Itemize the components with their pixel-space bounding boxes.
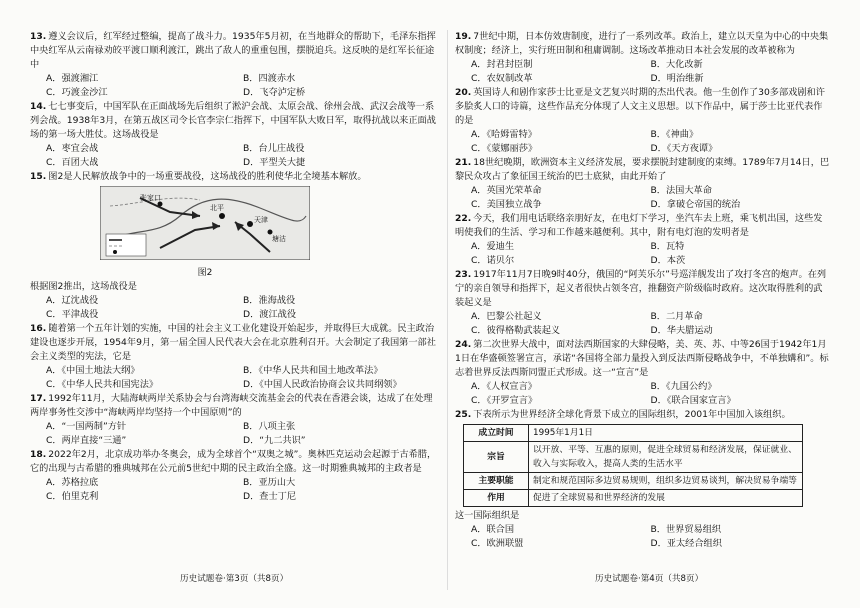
option-b: B．法国大革命 (650, 185, 712, 196)
option-a: A．爱迪生 (471, 241, 515, 252)
question-25 (455, 408, 830, 422)
option-c: C．百团大战 (46, 157, 99, 168)
option-b: B．《中华人民共和国土地改革法》 (243, 365, 383, 376)
question-14 (30, 100, 440, 142)
page-footer: 历史试题卷·第4页（共8页） (595, 574, 704, 584)
table-value: 以开放、平等、互惠的原则，促进全球贸易和经济发展，保证就业、收入与实际收入，提高人类的生活水平 (529, 442, 803, 473)
option-d: D．华夫腊运动 (650, 325, 713, 336)
question-16 (30, 322, 440, 364)
question-text: 今天，我们用电话联络亲朋好友，在电灯下学习，坐汽车去上班，乘飞机出国，这些发明使我们的生活、学习和工作越来越便利。其中，附有电灯泡的发明者是 (455, 213, 823, 238)
option-b: B．世界贸易组织 (650, 524, 722, 535)
option-b: B．《神曲》 (650, 129, 699, 140)
question-14-options (30, 142, 440, 170)
page-3 (30, 30, 440, 600)
question-19-options (455, 58, 830, 86)
option-d: D．亚太经合组织 (650, 538, 722, 549)
table-value: 制定和规范国际多边贸易规则，组织多边贸易谈判，解决贸易争端等 (529, 473, 803, 490)
option-d: D．明治维新 (650, 73, 704, 84)
figure-2 (100, 186, 310, 280)
question-22 (455, 212, 830, 240)
table-key: 宗旨 (464, 442, 529, 473)
option-a: A．辽沈战役 (46, 295, 99, 306)
table-row (464, 490, 803, 507)
option-d: D．飞夺泸定桥 (243, 87, 306, 98)
question-13 (30, 30, 440, 72)
question-19 (455, 30, 830, 58)
question-25-options (455, 523, 830, 551)
question-text: 遵义会议后，红军经过整编，提高了战斗力。1935年5月初，在当地群众的帮助下，毛泽东指挥中央红军从云南禄劝皎平渡口顺利渡江，跳出了敌人的重重包围，摆脱追兵。这反映的是红军长征途中 (30, 31, 436, 70)
question-number: 14. (30, 101, 47, 112)
option-c: C．两岸直接“三通” (46, 435, 127, 446)
question-number: 22. (455, 213, 472, 224)
question-16-options (30, 364, 440, 392)
question-20-options (455, 128, 830, 156)
question-text: 1917年11月7日晚9时40分，俄国的“阿芙乐尔”号巡洋舰发出了攻打冬宫的炮声。在列宁的亲自领导和指挥下，起义者很快占领冬宫，推翻资产阶级临时政府。这次取得胜利的武装起义是 (455, 269, 827, 308)
option-c: C．诺贝尔 (471, 255, 515, 266)
option-d: D．拿破仑帝国的统治 (650, 199, 741, 210)
question-21 (455, 156, 830, 184)
option-b: B．《九国公约》 (650, 381, 717, 392)
question-number: 24. (455, 339, 472, 350)
question-number: 21. (455, 157, 472, 168)
option-c: C．巧渡金沙江 (46, 87, 108, 98)
question-number: 19. (455, 31, 472, 42)
page-footer: 历史试题卷·第3页（共8页） (180, 574, 289, 584)
battle-map-figure (100, 186, 310, 260)
map-legend-box (106, 234, 146, 256)
question-number: 18. (30, 449, 47, 460)
question-number: 15. (30, 171, 47, 182)
question-13-options (30, 72, 440, 100)
option-b: B．二月革命 (650, 311, 703, 322)
option-d: D．查士丁尼 (243, 491, 297, 502)
table-row (464, 425, 803, 442)
question-21-options (455, 184, 830, 212)
map-label-tianjin: 天津 (254, 216, 268, 224)
option-a: A．巴黎公社起义 (471, 311, 542, 322)
option-c: C．伯里克利 (46, 491, 99, 502)
option-d: D．《联合国家宣言》 (650, 395, 736, 406)
table-row (464, 473, 803, 490)
question-text: 第二次世界大战中，面对法西斯国家的大肆侵略，美、英、苏、中等26国于1942年1月1日在华盛顿签署宣言，承诺“各国将全部力量投入到反法西斯侵略战争中，不单独媾和”。标志着世界反法西斯同盟正式形成。这一“宣言”是 (455, 339, 829, 378)
option-d: D．渡江战役 (243, 309, 297, 320)
option-a: A．联合国 (471, 524, 515, 535)
option-a: A．《人权宣言》 (471, 381, 537, 392)
question-17-options (30, 420, 440, 448)
question-24-options (455, 380, 830, 408)
question-24 (455, 338, 830, 380)
option-b: B．淮海战役 (243, 295, 296, 306)
option-c: C．《中华人民共和国宪法》 (46, 379, 159, 390)
table-value: 1995年1月1日 (529, 425, 803, 442)
table-value: 促进了全球贸易和世界经济的发展 (529, 490, 803, 507)
question-23-options (455, 310, 830, 338)
question-number: 16. (30, 323, 47, 334)
table-key: 成立时间 (464, 425, 529, 442)
question-number: 25. (455, 409, 472, 420)
option-b: B．台儿庄战役 (243, 143, 305, 154)
question-text: 下表所示为世界经济全球化背景下成立的国际组织，2001年中国加入该组织。 (473, 409, 791, 420)
question-15-options (30, 294, 440, 322)
option-a: A．强渡湘江 (46, 73, 99, 84)
page-divider (447, 30, 448, 590)
question-23 (455, 268, 830, 310)
question-number: 17. (30, 393, 47, 404)
question-15 (30, 170, 440, 184)
option-c: C．《蒙娜丽莎》 (471, 143, 538, 154)
question-text: 7世纪中期，日本仿效唐制度，进行了一系列改革。政治上，建立以天皇为中心的中央集权制度；经济上，实行班田制和租庸调制。这场改革推动日本社会发展的改革被称为 (455, 31, 829, 56)
question-text: 2022年2月，北京成功举办冬奥会，成为全球首个“双奥之城”。奥林匹克运动会起源于古希腊，它的出现与古希腊的雅典城邦在公元前5世纪中期的民主政治全盛。这一时期雅典城邦的主政者是 (30, 449, 437, 474)
question-text: 18世纪晚期，欧洲资本主义经济发展，要求摆脱封建制度的束缚。1789年7月14日，巴黎民众攻占了象征国王统治的巴士底狱，由此开始了 (455, 157, 830, 182)
option-d: D．《天方夜谭》 (650, 143, 718, 154)
question-number: 23. (455, 269, 472, 280)
question-15-prompt: 根据图2推出，这场战役是 (30, 281, 137, 292)
option-c: C．平津战役 (46, 309, 99, 320)
question-25-prompt: 这一国际组织是 (455, 510, 520, 521)
page-4 (455, 30, 830, 600)
organization-table (463, 424, 803, 507)
option-c: C．彼得格勒武装起义 (471, 325, 561, 336)
option-d: D．“九二共识” (243, 435, 306, 446)
option-a: A．《中国土地法大纲》 (46, 365, 140, 376)
option-d: D．平型关大捷 (243, 157, 306, 168)
option-a: A．苏格拉底 (46, 477, 99, 488)
option-c: C．欧洲联盟 (471, 538, 524, 549)
question-number: 13. (30, 31, 47, 42)
option-d: D．《中国人民政治协商会议共同纲领》 (243, 379, 402, 390)
map-label-zhangjiakou: 张家口 (140, 194, 161, 202)
option-a: A．英国光荣革命 (471, 185, 542, 196)
question-text: 随着第一个五年计划的实施，中国的社会主义工业化建设开始起步，并取得巨大成就。民主政治建设也逐步开展，1954年9月，第一届全国人民代表大会在北京胜利召开。大会制定了我国第一部社会主义类型的宪法，它是 (30, 323, 436, 362)
question-text: 英国诗人和剧作家莎士比亚是文艺复兴时期的杰出代表。他一生创作了30多部戏剧和许多脍炙人口的诗篇，这些作品充分体现了人文主义思想。以下作品中，属于莎士比亚代表作的是 (455, 87, 825, 126)
option-c: C．美国独立战争 (471, 199, 542, 210)
option-a: A．枣宜会战 (46, 143, 99, 154)
map-label-beiping: 北平 (210, 204, 224, 212)
question-text: 1992年11月，大陆海峡两岸关系协会与台湾海峡交流基金会的代表在香港会谈，达成了在处理两岸事务性交涉中“海峡两岸均坚持一个中国原则”的 (30, 393, 433, 418)
question-18 (30, 448, 440, 476)
option-a: A．封君封臣制 (471, 59, 533, 70)
option-b: B．八项主张 (243, 421, 296, 432)
figure-caption: 图2 (197, 268, 213, 278)
question-text: 图2是人民解放战争中的一场重要战役，这场战役的胜利使华北全境基本解放。 (48, 171, 367, 182)
option-b: B．瓦特 (650, 241, 685, 252)
option-b: B．四渡赤水 (243, 73, 296, 84)
option-d: D．本茨 (650, 255, 686, 266)
question-20 (455, 86, 830, 128)
option-a: A．“一国两制”方针 (46, 421, 127, 432)
map-label-tanggu: 塘沽 (272, 235, 286, 243)
table-row (464, 442, 803, 473)
table-key: 作用 (464, 490, 529, 507)
option-a: A．《哈姆雷特》 (471, 129, 537, 140)
question-17 (30, 392, 440, 420)
option-b: B．大化改新 (650, 59, 703, 70)
question-18-options (30, 476, 440, 504)
table-key: 主要职能 (464, 473, 529, 490)
question-22-options (455, 240, 830, 268)
question-number: 20. (455, 87, 472, 98)
question-text: 七七事变后，中国军队在正面战场先后组织了淞沪会战、太原会战、徐州会战、武汉会战等一系列会战。1938年3月，在第五战区司令长官李宗仁指挥下，中国军队大败日军，取得抗战以来正面战场的第一场大胜仗。这场战役是 (30, 101, 436, 140)
option-c: C．农奴制改革 (471, 73, 533, 84)
option-b: B．亚历山大 (243, 477, 296, 488)
option-c: C．《开罗宣言》 (471, 395, 538, 406)
